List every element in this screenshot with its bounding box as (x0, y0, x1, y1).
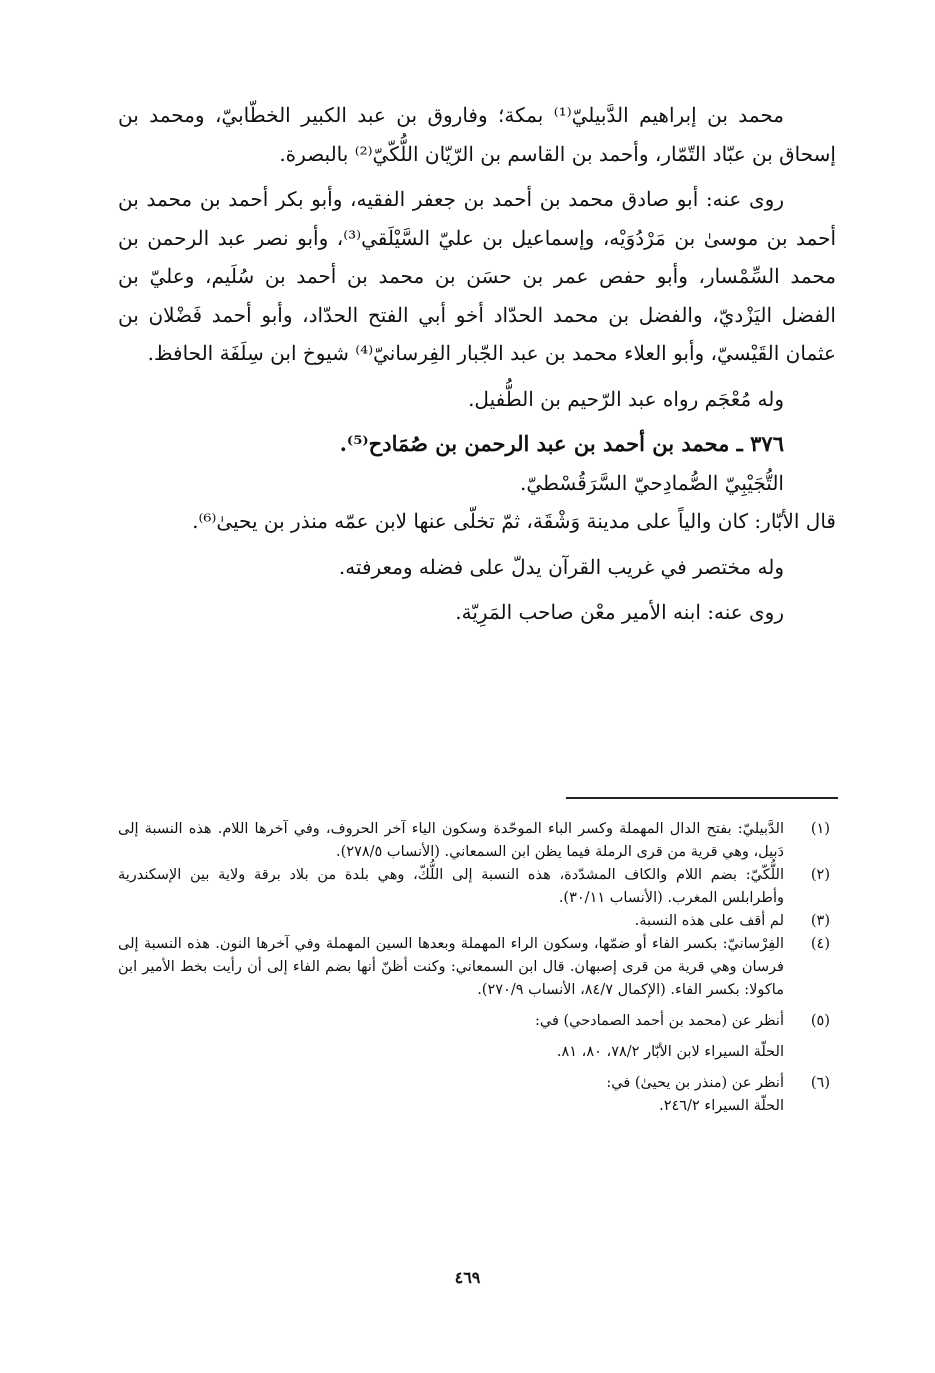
footnote-text: أنظر عن (محمد بن أحمد الصمادحي) في: (534, 1013, 784, 1029)
paragraph-narrators: روى عنه: أبو صادق محمد بن أحمد بن جعفر الفقيه، وأبو بكر أحمد بن محمد بن أحمد بن موسىٰ بن مَرْدُوَيْه، وإسماعيل بن عليّ السَّيْلَقي⁽³⁾، وأبو نصر عبد الرحمن بن محمد السِّمْسار، وأبو حفص عمر بن حسَن بن محمد بن أحمد بن سُلَيم، وعليّ بن الفضل اليَزْديّ، والفضل بن محمد الحدّاد أخو أبي الفتح الحدّاد، وأبو أحمد فَضْلان بن عثمان القَيْسيّ، وأبو العلاء محمد بن عبد الجّبار الفِرسانيّ⁽⁴⁾ شيوخ ابن سِلَفَة الحافظ. (118, 187, 837, 365)
footnote-number: (١) (810, 821, 830, 837)
paragraph-teachers: محمد بن إبراهيم الدَّبيليّ⁽¹⁾ بمكة؛ وفاروق بن عبد الكبير الخطّابيّ، ومحمد بن إسحاق بن عبّاد التّمّار، وأحمد بن القاسم بن الرّيّان اللُّكّيّ⁽²⁾ بالبصرة. (118, 103, 836, 166)
footnote-1 (118, 818, 836, 864)
footnote-text: الدَّبيليّ: بفتح الدال المهملة وكسر الباء الموحّدة وسكون الياء آخر الحروف، وفي آخرها اللام. هذه النسبة إلى دَبيل، وهي قرية من قرى الرملة فيما يظن ابن السمعاني. (الأنساب ٢٧٨/٥). (118, 821, 784, 860)
footnote-number: (٤) (810, 936, 830, 952)
footnote-text: أنظر عن (منذر بن يحيىٰ) في: (606, 1075, 784, 1091)
footnote-number: (٢) (810, 867, 830, 883)
footnotes (118, 818, 836, 1118)
footnote-number: (٣) (810, 913, 830, 929)
footnote-reference: الحلّة السيراء لابن الأبّار ٧٨/٢، ٨٠، ٨١. (556, 1044, 784, 1060)
paragraph-mukhtasar: وله مختصر في غريب القرآن يدلّ على فضله ومعرفته. (338, 554, 784, 579)
entry-nisba: التُّجَيْبِيّ الصُّمادِحيّ السَّرَقُسْطيّ. (519, 470, 784, 495)
paragraph-narrated-by: روى عنه: ابنه الأمير معْن صاحب المَرِيّة. (455, 600, 784, 624)
page-number: ٤٦٩ (454, 1268, 481, 1287)
entry-heading: ٣٧٦ ـ محمد بن أحمد بن عبد الرحمن بن صُمَادح⁽⁵⁾. (339, 431, 784, 456)
footnote-number: (٦) (810, 1075, 830, 1091)
footnote-text: لم أقف على هذه النسبة. (634, 913, 784, 929)
footnote-text: اللُّكّيّ: بضم اللام والكاف المشدّدة، هذه النسبة إلى اللُّكّ، وهي بلدة من بلاد برقة ولاية بين الإسكندرية وأطرابلس المغرب. (الأنساب ٣٠/١١). (118, 867, 784, 906)
footnote-4 (118, 933, 836, 1002)
footnote-2 (118, 864, 836, 910)
footnote-5 (118, 1010, 836, 1064)
main-text (118, 96, 836, 632)
footnote-3 (118, 910, 836, 933)
footnote-text: الفِرْسانيّ: بكسر الفاء أو ضمّها، وسكون الراء المهملة وبعدها السين المهملة وفي آخرها النون. هذه النسبة إلى فرسان وهي قرية من قرى إصبهان. قال ابن السمعاني: وكنت أظنّ أنها بضم الفاء إلى أن رأيت بخط الأمير ابن ماكولا: بكسر الفاء. (الإكمال ٨٤/٧، الأنساب ٢٧٠/٩). (118, 936, 784, 998)
footnote-reference: الحلّة السيراء ٢٤٦/٢. (659, 1098, 784, 1114)
paragraph-mujam: وله مُعْجَم رواه عبد الرّحيم بن الطُّفيل. (468, 386, 784, 411)
paragraph-abbar: قال الأبّار: كان والياً على مدينة وَشْقَة، ثمّ تخلّى عنها لابن عمّه منذر بن يحيىٰ⁽⁶⁾. (192, 509, 836, 533)
footnote-6 (118, 1072, 836, 1118)
footnote-number: (٥) (810, 1013, 830, 1029)
footnote-separator (566, 797, 838, 799)
